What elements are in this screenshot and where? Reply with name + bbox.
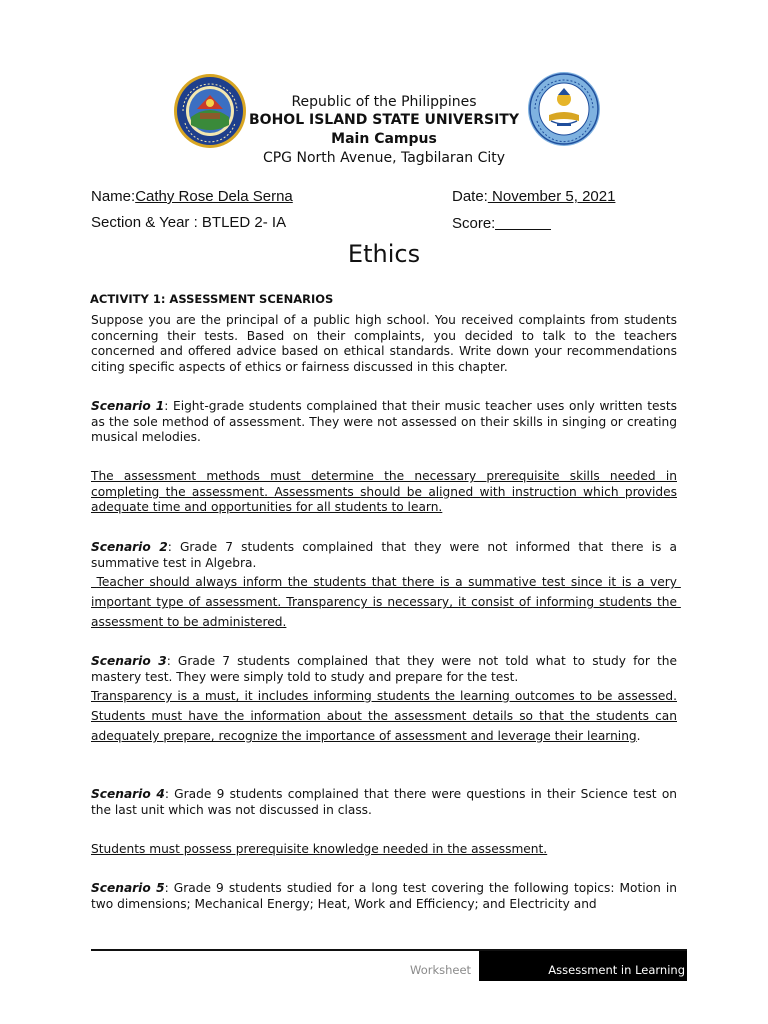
name-value: Cathy Rose Dela Serna — [135, 188, 293, 205]
scenario-1 — [91, 399, 677, 446]
answer-2: Teacher should always inform the students that there is a summative test since it is a very important type of assessment. Transparency is necessary, it consist of informing students the assessment to be administered. — [91, 575, 681, 629]
answer-1: The assessment methods must determine the necessary prerequisite skills needed in completing the assessment. Assessments should be aligned with instruction which provides adequate time and opportunities for all students to learn. — [91, 469, 677, 514]
scenario-label: Scenario 2 — [91, 540, 168, 554]
scenario-label: Scenario 4 — [91, 787, 165, 801]
score-blank — [495, 214, 551, 230]
answer-3 — [91, 686, 677, 746]
scenario-text: : Grade 9 students studied for a long test covering the following topics: Motion in two dimensions; Mechanical Energy; Heat, Work and Efficiency; and Electricity and — [91, 881, 678, 911]
scenario-3 — [91, 654, 677, 685]
scenario-5 — [91, 881, 677, 912]
score-row — [452, 214, 551, 232]
date-value: November 5, 2021 — [487, 188, 616, 205]
scenario-label: Scenario 3 — [91, 654, 167, 668]
scenario-4 — [91, 787, 677, 818]
answer-4: Students must possess prerequisite knowledge needed in the assessment. — [91, 842, 548, 856]
score-label: Score: — [452, 215, 496, 232]
footer-course-label: Assessment in Learning — [548, 963, 685, 977]
name-row — [91, 188, 293, 205]
name-label: Name: — [91, 188, 136, 205]
activity-intro: Suppose you are the principal of a public high school. You received complaints from students concerning their tests. Based on their complaints, you decided to talk to the teachers concerned and offered advice based on ethical standards. Write down your recommendations citing specific aspects of ethics or fairness discussed in this chapter. — [91, 313, 677, 374]
footer-worksheet-label: Worksheet — [410, 963, 472, 977]
scenario-text: : Grade 9 students complained that there were questions in their Science test on the last unit which was not discussed in class. — [91, 787, 677, 817]
answer-tail: . — [636, 729, 641, 743]
scenario-2 — [91, 540, 677, 571]
scenario-text: : Grade 7 students complained that they were not told what to study for the mastery test. They were simply told to study and prepare for the test. — [91, 654, 677, 684]
header-republic: Republic of the Philippines — [291, 94, 477, 110]
header-campus: Main Campus — [331, 131, 437, 147]
scenario-label: Scenario 5 — [91, 881, 165, 895]
scenario-label: Scenario 1 — [91, 399, 165, 413]
scenario-text: : Eight-grade students complained that their music teacher uses only written tests as the sole method of assessment. They were not assessed on their skills in singing or creating musical melodies. — [91, 399, 677, 444]
section-year: Section & Year : BTLED 2- IA — [91, 214, 287, 231]
date-row — [452, 188, 615, 205]
date-label: Date: — [452, 188, 488, 205]
answer-text: Transparency is a must, it includes informing students the learning outcomes to be assessed. Students must have the information about the assessment details so that the students can adequately prepare, recognize the importance of assessment and leverage their learning — [91, 689, 677, 743]
header-address: CPG North Avenue, Tagbilaran City — [262, 150, 506, 166]
scenario-text: : Grade 7 students complained that they were not informed that there is a summative test in Algebra. — [91, 540, 677, 570]
page-title: Ethics — [347, 240, 421, 268]
header-university: BOHOL ISLAND STATE UNIVERSITY — [249, 112, 519, 128]
activity-heading: ACTIVITY 1: ASSESSMENT SCENARIOS — [90, 292, 334, 306]
